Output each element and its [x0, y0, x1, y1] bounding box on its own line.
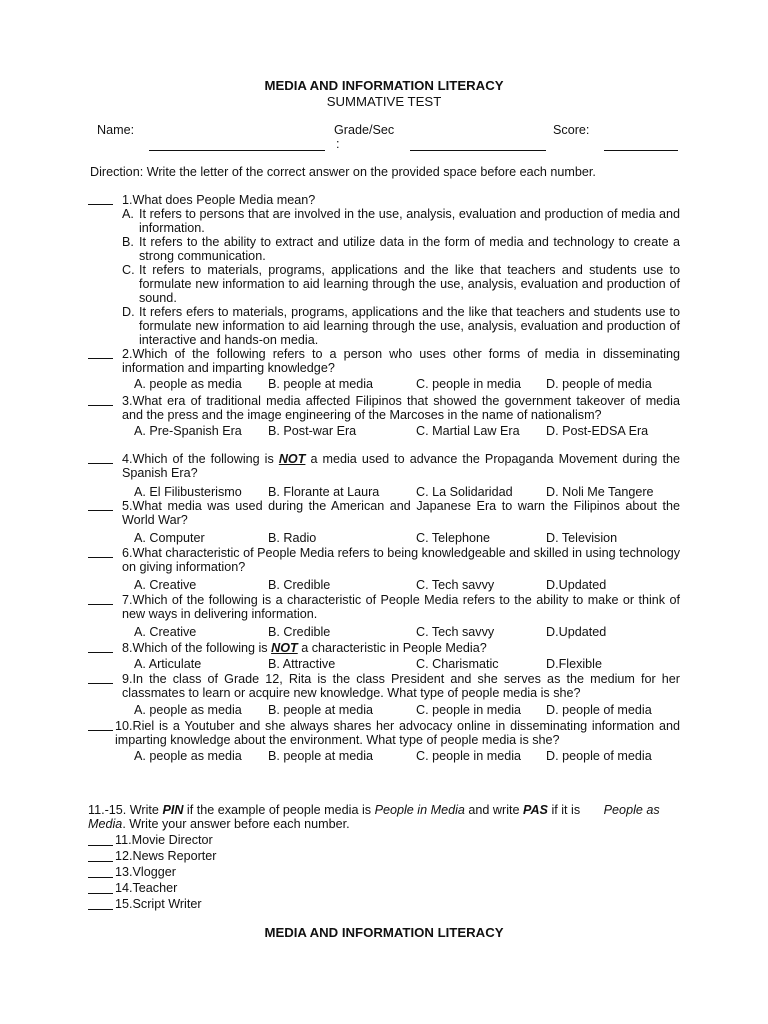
score-label: Score:	[553, 123, 590, 137]
option-b: B. Post-war Era	[268, 424, 357, 438]
choice-c: C. It refers to materials, programs, applications and the like that teachers and students use to formulate new information to aid learning through the use, analysis, evaluation and production of sound.	[122, 263, 680, 305]
option-b: B. people at media	[268, 377, 374, 391]
option-b: B. Attractive	[268, 657, 336, 671]
question-text: 8.Which of the following is NOT a characteristic in People Media?	[122, 641, 487, 655]
answer-blank[interactable]	[88, 730, 113, 731]
option-a: A. El Filibusterismo	[134, 485, 242, 499]
part2-instructions: 11.-15. Write PIN if the example of people media is People in Media and write PAS if it is People as Media. Write your answer before each number.	[88, 803, 660, 831]
question-8	[88, 641, 680, 671]
option-c: C. Martial Law Era	[416, 424, 520, 438]
option-d: D. Television	[546, 531, 618, 545]
question-6	[88, 546, 680, 592]
question-7	[88, 593, 680, 639]
question-text: 10.Riel is a Youtuber and she always shares her advocacy online in disseminating information and imparting knowledge about the environment. What type of people media is she?	[115, 719, 680, 747]
option-d: D. Noli Me Tangere	[546, 485, 654, 499]
options-row	[134, 625, 680, 639]
option-c: C. Charismatic	[416, 657, 499, 671]
option-c: C. people in media	[416, 749, 522, 763]
name-label: Name:	[97, 123, 135, 137]
option-d: D.Updated	[546, 578, 607, 592]
option-d: D. Post-EDSA Era	[546, 424, 649, 438]
option-c: C. Tech savvy	[416, 578, 495, 592]
options-row	[134, 703, 680, 717]
option-c: C. Telephone	[416, 531, 490, 545]
question-text: 9.In the class of Grade 12, Rita is the class President and she serves as the medium for her classmates to learn or acquire new knowledge. What type of people media is she?	[122, 672, 680, 700]
answer-blank[interactable]	[88, 909, 113, 910]
question-text: 3.What era of traditional media affected Filipinos that showed the government takeover of media and the press and the image engineering of the Marcoses in the name of nationalism?	[122, 394, 680, 422]
option-a: A. people as media	[134, 749, 242, 763]
option-b: B. Credible	[268, 625, 331, 639]
option-a: A. people as media	[134, 703, 242, 717]
answer-blank[interactable]	[88, 557, 113, 558]
option-a: A. Creative	[134, 625, 197, 639]
answer-blank[interactable]	[88, 877, 113, 878]
name-field[interactable]	[149, 150, 325, 151]
answer-blank[interactable]	[88, 652, 113, 653]
options-row	[134, 377, 680, 391]
option-b: B. Florante at Laura	[268, 485, 380, 499]
question-text: 5.What media was used during the American and Japanese Era to warn the Filipinos about the World War?	[122, 499, 680, 527]
option-d: D. people of media	[546, 749, 652, 763]
option-d: D.Updated	[546, 625, 607, 639]
item-text: 11.Movie Director	[115, 833, 213, 847]
question-5	[88, 499, 680, 545]
page-title: MEDIA AND INFORMATION LITERACY	[264, 78, 504, 93]
item-text: 15.Script Writer	[115, 897, 202, 911]
option-b: B. people at media	[268, 703, 374, 717]
grade-label: Grade/Sec	[334, 123, 395, 137]
question-text: 7.Which of the following is a characteristic of People Media refers to the ability to make or think of new ways in delivering information.	[122, 593, 680, 621]
answer-blank[interactable]	[88, 204, 113, 205]
answer-blank[interactable]	[88, 604, 113, 605]
option-a: A. Creative	[134, 578, 197, 592]
item-text: 12.News Reporter	[115, 849, 217, 863]
options-row	[134, 531, 680, 545]
answer-blank[interactable]	[88, 845, 113, 846]
question-text: 1.What does People Media mean?	[122, 193, 316, 207]
option-a: A. people as media	[134, 377, 242, 391]
question-4	[88, 452, 680, 499]
item-text: 14.Teacher	[115, 881, 178, 895]
question-10	[88, 719, 680, 763]
choice-list	[122, 207, 680, 347]
options-row	[134, 424, 680, 438]
direction-text: Direction: Write the letter of the correct answer on the provided space before each number.	[90, 165, 596, 179]
option-d: D. people of media	[546, 377, 652, 391]
footer-title: MEDIA AND INFORMATION LITERACY	[264, 925, 504, 940]
question-text: 2.Which of the following refers to a person who uses other forms of media in disseminating information and imparting knowledge?	[122, 347, 680, 375]
question-3	[88, 394, 680, 438]
question-1	[88, 193, 680, 347]
options-row	[134, 657, 680, 671]
option-d: D.Flexible	[546, 657, 602, 671]
answer-blank[interactable]	[88, 510, 113, 511]
choice-a: A. It refers to persons that are involved in the use, analysis, evaluation and production of media and information.	[122, 207, 680, 235]
option-a: A. Computer	[134, 531, 205, 545]
option-a: A. Articulate	[134, 657, 202, 671]
question-2	[88, 347, 680, 391]
question-text: 6.What characteristic of People Media refers to being knowledgeable and skilled in using technology on giving information?	[122, 546, 680, 574]
question-9	[88, 672, 680, 717]
option-c: C. people in media	[416, 377, 522, 391]
item-text: 13.Vlogger	[115, 865, 176, 879]
option-d: D. people of media	[546, 703, 652, 717]
answer-blank[interactable]	[88, 463, 113, 464]
answer-blank[interactable]	[88, 405, 113, 406]
option-b: B. Credible	[268, 578, 331, 592]
page-subtitle: SUMMATIVE TEST	[326, 94, 442, 109]
answer-blank[interactable]	[88, 683, 113, 684]
question-text: 4.Which of the following is NOT a media used to advance the Propaganda Movement during the Spanish Era?	[122, 452, 680, 480]
score-field[interactable]	[604, 150, 678, 151]
grade-field[interactable]	[410, 150, 546, 151]
grade-colon: :	[336, 137, 340, 151]
option-a: A. Pre-Spanish Era	[134, 424, 242, 438]
answer-blank[interactable]	[88, 861, 113, 862]
option-b: B. people at media	[268, 749, 374, 763]
option-b: B. Radio	[268, 531, 317, 545]
option-c: C. people in media	[416, 703, 522, 717]
options-row	[134, 578, 680, 592]
options-row	[134, 485, 680, 499]
choice-d: D. It refers efers to materials, programs, applications and the like that teachers and students use to formulate new information to aid learning through the use, analysis, evaluation and production of interactive and hands-on media.	[122, 305, 680, 347]
choice-b: B. It refers to the ability to extract and utilize data in the form of media and technology to create a strong communication.	[122, 235, 680, 263]
option-c: C. Tech savvy	[416, 625, 495, 639]
options-row	[134, 749, 680, 763]
answer-blank[interactable]	[88, 358, 113, 359]
option-c: C. La Solidaridad	[416, 485, 513, 499]
answer-blank[interactable]	[88, 893, 113, 894]
